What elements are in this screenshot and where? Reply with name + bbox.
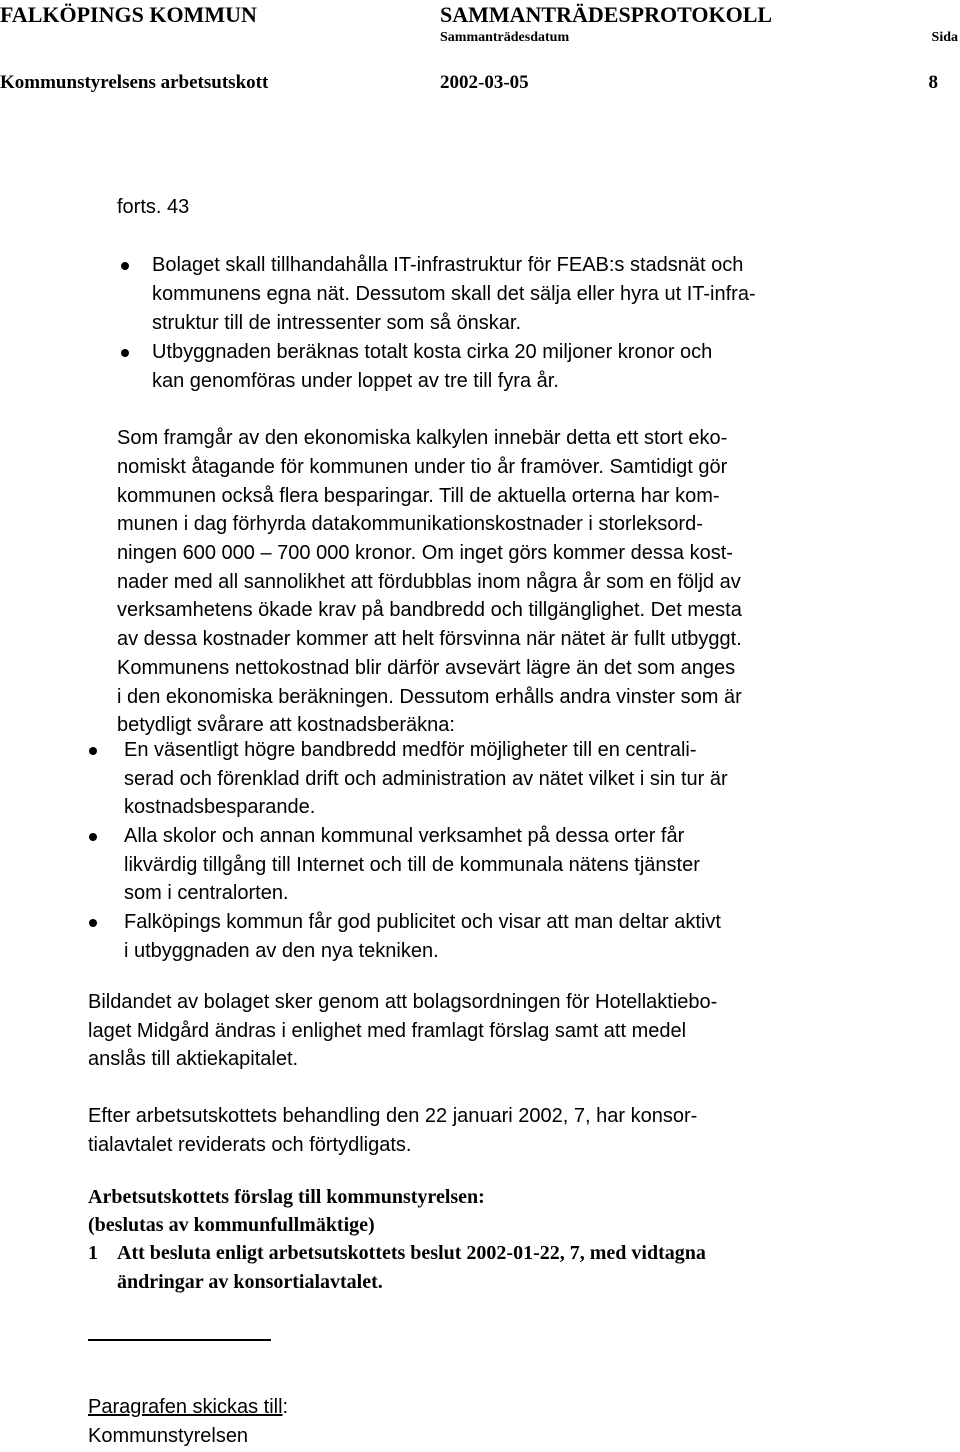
paragraph-line: Efter arbetsutskottets behandling den 22 januari 2002, 7, har konsor- xyxy=(88,1105,698,1127)
paragraph-line: Kommunens nettokostnad blir därför avsevärt lägre än det som anges xyxy=(117,657,736,679)
distribution-label-text: Paragrafen skickas till xyxy=(88,1396,283,1418)
paragraph-line: munen i dag förhyrda datakommunikationskostnader i storleksord- xyxy=(117,513,703,535)
bullet-line: serad och förenklad drift och administration av nätet vilket i sin tur är xyxy=(124,768,728,790)
bullet-line: Alla skolor och annan kommunal verksamhet på dessa orter får xyxy=(124,825,685,847)
proposal-item-line: Att besluta enligt arbetsutskottets beslut 2002-01-22, 7, med vidtagna xyxy=(117,1242,706,1264)
paragraph-line: ningen 600 000 – 700 000 kronor. Om inget görs kommer dessa kost- xyxy=(117,542,733,564)
paragraph-line: laget Midgård ändras i enlighet med framlagt förslag samt att medel xyxy=(88,1020,687,1042)
proposal-item-line: ändringar av konsortialavtalet. xyxy=(117,1271,383,1293)
date-label: Sammanträdesdatum xyxy=(440,30,570,45)
distribution-recipient: Kommunstyrelsen xyxy=(88,1425,249,1447)
paragraph-line: i den ekonomiska beräkningen. Dessutom erhålls andra vinster som är xyxy=(117,686,742,708)
bullet-dot xyxy=(89,919,97,927)
proposal-heading: Arbetsutskottets förslag till kommunstyrelsen: xyxy=(88,1186,485,1208)
bullet-line: kommunens egna nät. Dessutom skall det sälja eller hyra ut IT-infra- xyxy=(152,283,756,305)
bullet-line: som i centralorten. xyxy=(124,882,289,904)
bullet-line: likvärdig tillgång till Internet och till de kommunala nätens tjänster xyxy=(124,854,700,876)
paragraph-line: av dessa kostnader kommer att helt försvinna när nätet är fullt utbyggt. xyxy=(117,628,742,650)
document-type: SAMMANTRÄDESPROTOKOLL xyxy=(440,2,773,27)
bullet-line: Bolaget skall tillhandahålla IT-infrastruktur för FEAB:s stadsnät och xyxy=(152,254,744,276)
paragraph-line: Som framgår av den ekonomiska kalkylen innebär detta ett stort eko- xyxy=(117,427,728,449)
separator-line xyxy=(88,1339,271,1341)
bullet-line: kostnadsbesparande. xyxy=(124,796,316,818)
paragraph-line: tialavtalet reviderats och förtydligats. xyxy=(88,1134,412,1156)
paragraph-line: nader med all sannolikhet att fördubblas inom några år som en följd av xyxy=(117,571,741,593)
paragraph-line: betydligt svårare att kostnadsberäkna: xyxy=(117,714,455,736)
distribution-colon: : xyxy=(282,1396,289,1418)
bullet-line: Utbyggnaden beräknas totalt kosta cirka 20 miljoner kronor och xyxy=(152,341,713,363)
bullet-dot xyxy=(121,349,129,357)
bullet-line: Falköpings kommun får god publicitet och visar att man deltar aktivt xyxy=(124,911,721,933)
paragraph-line: kommunen också flera besparingar. Till de aktuella orterna har kom- xyxy=(117,485,720,507)
bullet-dot xyxy=(89,747,97,755)
paragraph-line: nomiskt åtagande för kommunen under tio år framöver. Samtidigt gör xyxy=(117,456,728,478)
paragraph-line: anslås till aktiekapitalet. xyxy=(88,1048,299,1070)
proposal-item-number: 1 xyxy=(88,1242,98,1264)
bullet-line: struktur till de intressenter som så önskar. xyxy=(152,312,522,334)
paragraph-line: Bildandet av bolaget sker genom att bolagsordningen för Hotellaktiebo- xyxy=(88,991,718,1013)
bullet-line: i utbyggnaden av den nya tekniken. xyxy=(124,940,439,962)
page-number: 8 xyxy=(928,72,938,93)
continuation-label: forts. 43 xyxy=(117,196,190,218)
page-label: Sida xyxy=(931,30,958,45)
bullet-dot xyxy=(121,262,129,270)
org-name: FALKÖPINGS KOMMUN xyxy=(0,2,257,27)
proposal-subheading: (beslutas av kommunfullmäktige) xyxy=(88,1214,375,1236)
paragraph-line: verksamhetens ökade krav på bandbredd och tillgänglighet. Det mesta xyxy=(117,599,742,621)
bullet-line: kan genomföras under loppet av tre till fyra år. xyxy=(152,370,559,392)
meeting-date: 2002-03-05 xyxy=(440,72,529,93)
bullet-dot xyxy=(89,833,97,841)
distribution-label xyxy=(88,1393,288,1422)
committee-name: Kommunstyrelsens arbetsutskott xyxy=(0,72,269,93)
bullet-line: En väsentligt högre bandbredd medför möjligheter till en centrali- xyxy=(124,739,697,761)
